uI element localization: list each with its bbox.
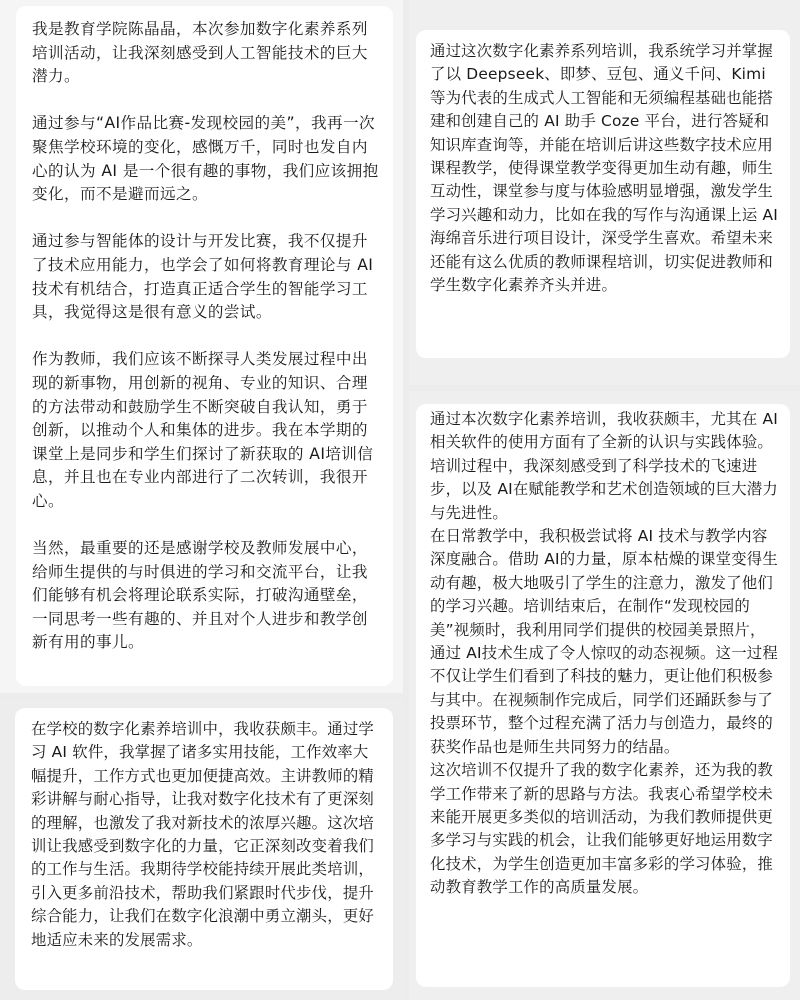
paragraph-ai-software: 通过本次数字化素养培训，我收获颇丰，尤其在 AI 相关软件的使用方面有了全新的认识与实践体验。培训过程中，我深刻感受到了科学技术的飞速进步，以及 AI在赋能教学和艺术创造领域的巨大潜力与先进性。	[430, 410, 778, 522]
paragraph-thanks: 当然，最重要的还是感谢学校及教师发展中心，给师生提供的与时俱进的学习和交流平台，让我们能够有机会将理论联系实际，打破沟通壁垒，一同思考一些有趣的、并且对个人进步和教学创新有用的事儿。	[32, 539, 368, 652]
paragraph-ai-contest: 通过参与“AI作品比赛-发现校园的美”，我再一次聚焦学校环境的变化，感慨万千，同时也发自内心的认为 AI 是一个很有趣的事物，我们应该拥抱变化，而不是避而远之。	[32, 114, 379, 204]
paragraph-training-gains: 在学校的数字化素养培训中，我收获颇丰。通过学习 AI 软件，我掌握了诸多实用技能，工作效率大幅提升，工作方式也更加便捷高效。主讲教师的精彩讲解与耐心指导，让我对数字化技术有了更深刻的理解，也激发了我对新技术的浓厚兴趣。这次培训让我感受到数字化的力量，它正深刻改变着我们的工作与生活。我期待学校能持续开展此类培训，引入更多前沿技术，帮助我们紧跟时代步伐，提升综合能力，让我们在数字化浪潮中勇立潮头，更好地适应未来的发展需求。	[31, 720, 374, 949]
paragraph-teacher-role: 作为教师，我们应该不断探寻人类发展过程中出现的新事物，用创新的视角、专业的知识、合理的方法带动和鼓励学生不断突破自我认知，勇于创新，以推动个人和集体的进步。我在本学期的课堂上是同步和学生们探讨了新获取的 AI培训信息，并且也在专业内部进行了二次转训，我很开心。	[32, 350, 374, 510]
message-bubble-training-gains	[15, 708, 393, 990]
message-bubble-generative-ai	[416, 30, 790, 358]
message-bubble-chen-jingjing	[16, 6, 393, 686]
message-bubble-campus-video	[416, 404, 790, 987]
paragraph-intro: 我是教育学院陈晶晶，本次参加数字化素养系列培训活动，让我深刻感受到人工智能技术的巨大潜力。	[32, 20, 368, 86]
paragraph-generative-ai: 通过这次数字化素养系列培训，我系统学习并掌握了以 Deepseek、即梦、豆包、通义千问、Kimi 等为代表的生成式人工智能和无须编程基础也能搭建和创建自己的 AI 助手 Coze 平台，进行答疑和知识库查询等，并能在培训后讲这些数字技术应用课程教学，使得课堂教学变得更加生动有趣，师生互动性，课堂参与度与体验感明显增强，激发学生学习兴趣和动力，比如在我的写作与沟通课上运 AI海绵音乐进行项目设计，深受学生喜欢。希望未来还能有这么优质的教师课程培训，切实促进教师和学生数字化素养齐头并进。	[430, 42, 778, 295]
paragraph-classroom-practice: 在日常教学中，我积极尝试将 AI 技术与教学内容深度融合。借助 AI的力量，原本枯燥的课堂变得生动有趣，极大地吸引了学生的注意力，激发了他们的学习兴趣。培训结束后，在制作“发现校园的美”视频时，我利用同学们提供的校园美景照片，通过 AI技术生成了令人惊叹的动态视频。这一过程不仅让学生们看到了科技的魅力，更让他们积极参与其中。在视频制作完成后，同学们还踊跃参与了投票环节，整个过程充满了活力与创造力，最终的获奖作品也是师生共同努力的结晶。	[430, 527, 778, 756]
paragraph-future-hopes: 这次培训不仅提升了我的数字化素养，还为我的教学工作带来了新的思路与方法。我衷心希望学校未来能开展更多类似的培训活动，为我们教师提供更多学习与实践的机会，让我们能够更好地运用数字化技术，为学生创造更加丰富多彩的学习体验，推动教育教学工作的高质量发展。	[430, 761, 773, 897]
paragraph-agent-contest: 通过参与智能体的设计与开发比赛，我不仅提升了技术应用能力，也学会了如何将教育理论与 AI技术有机结合，打造真正适合学生的智能学习工具，我觉得这是很有意义的尝试。	[32, 232, 374, 322]
